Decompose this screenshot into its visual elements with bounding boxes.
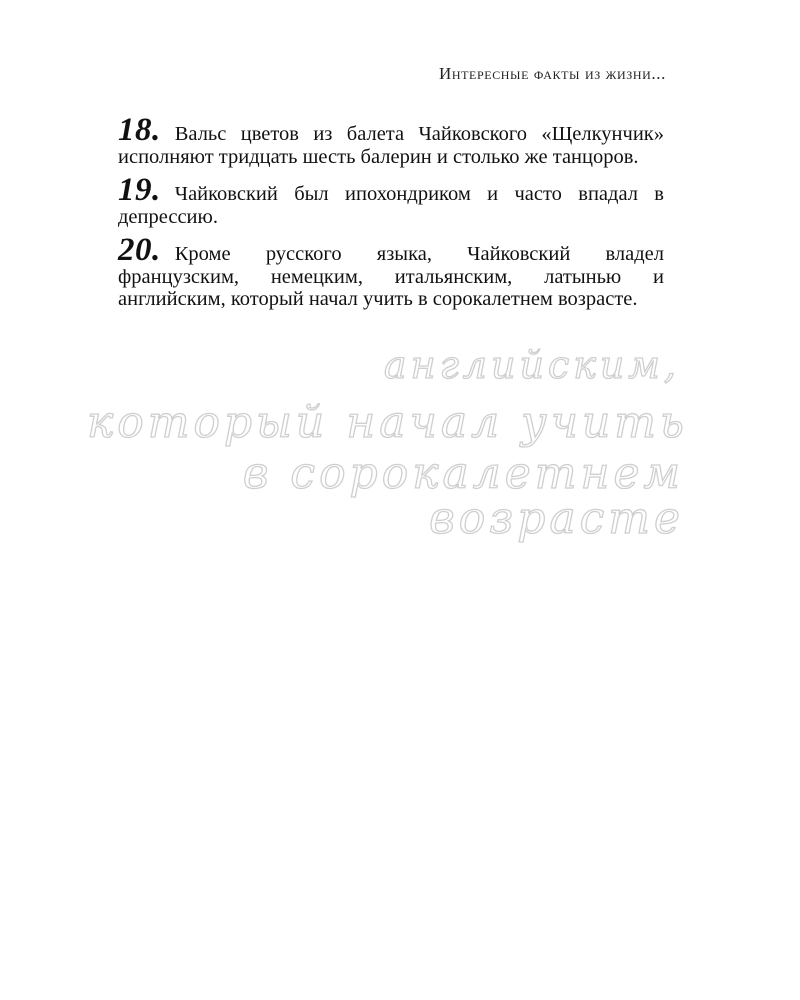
fact-number: 18. [118,112,161,148]
fact-text: Кроме русского языка, Чайковский владел французским, немецким, итальянским, латынью и английским, который начал учить в сорокалетнем возрасте. [118,243,664,310]
fact-19 [118,172,664,228]
fact-text: Вальс цветов из балета Чайковского «Щелкунчик» исполняют тридцать шесть балерин и столько же танцоров. [118,123,664,168]
facts-list [118,112,664,323]
fact-number: 20. [118,232,161,268]
handwritten-line: в сорокалетнем [242,448,684,499]
running-head: Интересные факты из жизни... [438,64,666,83]
fact-number: 19. [118,172,161,208]
fact-20 [118,232,664,311]
handwritten-line: возрасте [429,493,684,544]
handwritten-line: английским, [383,343,680,387]
fact-text: Чайковский был ипохондриком и часто впадал в депрессию. [118,183,664,228]
handwritten-line: который начал учить [86,397,688,448]
fact-18 [118,112,664,168]
